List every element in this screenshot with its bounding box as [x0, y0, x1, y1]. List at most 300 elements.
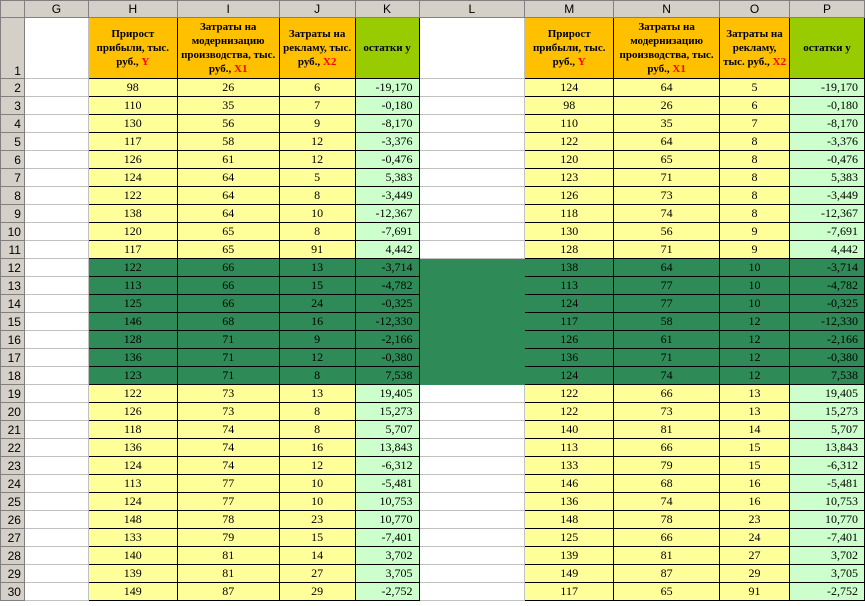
column-header-j[interactable]: [279, 1, 355, 18]
left-cell[interactable]: [177, 241, 279, 259]
right-cell[interactable]: [720, 529, 790, 547]
row-header-8[interactable]: [1, 187, 25, 205]
left-cell[interactable]: [88, 259, 177, 277]
right-cell[interactable]: [720, 277, 790, 295]
left-cell[interactable]: [88, 349, 177, 367]
left-cell[interactable]: [177, 421, 279, 439]
right-cell[interactable]: [614, 151, 720, 169]
right-cell[interactable]: [614, 511, 720, 529]
right-cell[interactable]: [790, 457, 865, 475]
right-cell[interactable]: [525, 583, 614, 601]
cell-l30[interactable]: [419, 583, 525, 601]
header-left-x2[interactable]: [279, 18, 355, 79]
left-cell[interactable]: [355, 493, 419, 511]
cell-l19[interactable]: [419, 385, 525, 403]
left-cell[interactable]: [355, 583, 419, 601]
cell-g23[interactable]: [24, 457, 88, 475]
left-cell[interactable]: [279, 493, 355, 511]
right-cell[interactable]: [525, 331, 614, 349]
right-cell[interactable]: [614, 547, 720, 565]
column-header-p[interactable]: [790, 1, 865, 18]
left-cell[interactable]: [177, 115, 279, 133]
left-cell[interactable]: [88, 385, 177, 403]
left-cell[interactable]: [88, 115, 177, 133]
cell-g29[interactable]: [24, 565, 88, 583]
left-cell[interactable]: [279, 313, 355, 331]
right-cell[interactable]: [614, 205, 720, 223]
left-cell[interactable]: [355, 403, 419, 421]
left-cell[interactable]: [279, 187, 355, 205]
cell-l12[interactable]: [419, 259, 525, 277]
row-header-29[interactable]: [1, 565, 25, 583]
row-header-30[interactable]: [1, 583, 25, 601]
row-header-6[interactable]: [1, 151, 25, 169]
right-cell[interactable]: [614, 187, 720, 205]
right-cell[interactable]: [790, 367, 865, 385]
left-cell[interactable]: [279, 115, 355, 133]
right-cell[interactable]: [614, 457, 720, 475]
cell-l5[interactable]: [419, 133, 525, 151]
right-cell[interactable]: [720, 313, 790, 331]
right-cell[interactable]: [525, 151, 614, 169]
right-cell[interactable]: [614, 331, 720, 349]
cell-l15[interactable]: [419, 313, 525, 331]
right-cell[interactable]: [790, 187, 865, 205]
right-cell[interactable]: [790, 79, 865, 97]
left-cell[interactable]: [88, 583, 177, 601]
right-cell[interactable]: [790, 241, 865, 259]
row-header-17[interactable]: [1, 349, 25, 367]
cell-l22[interactable]: [419, 439, 525, 457]
row-header-25[interactable]: [1, 493, 25, 511]
right-cell[interactable]: [614, 421, 720, 439]
left-cell[interactable]: [279, 259, 355, 277]
left-cell[interactable]: [88, 277, 177, 295]
right-cell[interactable]: [720, 187, 790, 205]
right-cell[interactable]: [614, 529, 720, 547]
right-cell[interactable]: [525, 439, 614, 457]
row-header-14[interactable]: [1, 295, 25, 313]
right-cell[interactable]: [720, 295, 790, 313]
left-cell[interactable]: [177, 331, 279, 349]
right-cell[interactable]: [525, 493, 614, 511]
left-cell[interactable]: [177, 313, 279, 331]
right-cell[interactable]: [720, 511, 790, 529]
cell-l26[interactable]: [419, 511, 525, 529]
cell-g5[interactable]: [24, 133, 88, 151]
left-cell[interactable]: [88, 205, 177, 223]
left-cell[interactable]: [177, 187, 279, 205]
right-cell[interactable]: [790, 583, 865, 601]
right-cell[interactable]: [790, 439, 865, 457]
left-cell[interactable]: [279, 349, 355, 367]
left-cell[interactable]: [279, 151, 355, 169]
right-cell[interactable]: [614, 79, 720, 97]
column-header-i[interactable]: [177, 1, 279, 18]
cell-l8[interactable]: [419, 187, 525, 205]
right-cell[interactable]: [525, 223, 614, 241]
left-cell[interactable]: [279, 421, 355, 439]
left-cell[interactable]: [177, 457, 279, 475]
cell-g6[interactable]: [24, 151, 88, 169]
cell-g20[interactable]: [24, 403, 88, 421]
right-cell[interactable]: [614, 565, 720, 583]
right-cell[interactable]: [614, 475, 720, 493]
left-cell[interactable]: [355, 187, 419, 205]
right-cell[interactable]: [525, 403, 614, 421]
cell-g22[interactable]: [24, 439, 88, 457]
right-cell[interactable]: [790, 115, 865, 133]
column-header-g[interactable]: [24, 1, 88, 18]
left-cell[interactable]: [355, 223, 419, 241]
row-header-7[interactable]: [1, 169, 25, 187]
left-cell[interactable]: [177, 133, 279, 151]
left-cell[interactable]: [279, 457, 355, 475]
right-cell[interactable]: [790, 565, 865, 583]
right-cell[interactable]: [525, 169, 614, 187]
cell-g17[interactable]: [24, 349, 88, 367]
left-cell[interactable]: [88, 295, 177, 313]
cell-l1[interactable]: [419, 18, 525, 79]
left-cell[interactable]: [279, 385, 355, 403]
right-cell[interactable]: [614, 223, 720, 241]
left-cell[interactable]: [177, 349, 279, 367]
right-cell[interactable]: [614, 115, 720, 133]
right-cell[interactable]: [790, 97, 865, 115]
cell-g9[interactable]: [24, 205, 88, 223]
cell-g19[interactable]: [24, 385, 88, 403]
row-header-4[interactable]: [1, 115, 25, 133]
left-cell[interactable]: [355, 295, 419, 313]
right-cell[interactable]: [525, 421, 614, 439]
left-cell[interactable]: [177, 367, 279, 385]
right-cell[interactable]: [790, 421, 865, 439]
header-left-y[interactable]: [88, 18, 177, 79]
cell-l4[interactable]: [419, 115, 525, 133]
left-cell[interactable]: [177, 385, 279, 403]
left-cell[interactable]: [88, 529, 177, 547]
column-header-h[interactable]: [88, 1, 177, 18]
right-cell[interactable]: [790, 223, 865, 241]
left-cell[interactable]: [177, 151, 279, 169]
left-cell[interactable]: [355, 349, 419, 367]
right-cell[interactable]: [720, 421, 790, 439]
header-right-x1[interactable]: [614, 18, 720, 79]
row-header-22[interactable]: [1, 439, 25, 457]
left-cell[interactable]: [355, 439, 419, 457]
left-cell[interactable]: [88, 547, 177, 565]
right-cell[interactable]: [790, 205, 865, 223]
right-cell[interactable]: [790, 313, 865, 331]
left-cell[interactable]: [279, 403, 355, 421]
right-cell[interactable]: [614, 133, 720, 151]
left-cell[interactable]: [355, 169, 419, 187]
left-cell[interactable]: [355, 529, 419, 547]
right-cell[interactable]: [525, 187, 614, 205]
right-cell[interactable]: [614, 169, 720, 187]
left-cell[interactable]: [279, 565, 355, 583]
right-cell[interactable]: [614, 439, 720, 457]
cell-l21[interactable]: [419, 421, 525, 439]
right-cell[interactable]: [720, 115, 790, 133]
right-cell[interactable]: [525, 385, 614, 403]
right-cell[interactable]: [525, 313, 614, 331]
right-cell[interactable]: [720, 169, 790, 187]
right-cell[interactable]: [525, 367, 614, 385]
cell-g2[interactable]: [24, 79, 88, 97]
cell-g27[interactable]: [24, 529, 88, 547]
right-cell[interactable]: [790, 493, 865, 511]
left-cell[interactable]: [88, 133, 177, 151]
row-header-27[interactable]: [1, 529, 25, 547]
cell-l16[interactable]: [419, 331, 525, 349]
row-header-28[interactable]: [1, 547, 25, 565]
right-cell[interactable]: [525, 115, 614, 133]
left-cell[interactable]: [177, 205, 279, 223]
right-cell[interactable]: [720, 547, 790, 565]
left-cell[interactable]: [279, 223, 355, 241]
cell-g25[interactable]: [24, 493, 88, 511]
row-header-1[interactable]: [1, 18, 25, 79]
right-cell[interactable]: [525, 241, 614, 259]
right-cell[interactable]: [720, 259, 790, 277]
left-cell[interactable]: [177, 403, 279, 421]
left-cell[interactable]: [279, 97, 355, 115]
left-cell[interactable]: [88, 457, 177, 475]
left-cell[interactable]: [355, 313, 419, 331]
left-cell[interactable]: [279, 331, 355, 349]
left-cell[interactable]: [177, 277, 279, 295]
right-cell[interactable]: [720, 241, 790, 259]
header-right-x2[interactable]: [720, 18, 790, 79]
left-cell[interactable]: [177, 529, 279, 547]
left-cell[interactable]: [177, 97, 279, 115]
left-cell[interactable]: [177, 493, 279, 511]
left-cell[interactable]: [88, 79, 177, 97]
right-cell[interactable]: [525, 349, 614, 367]
left-cell[interactable]: [355, 79, 419, 97]
row-header-24[interactable]: [1, 475, 25, 493]
right-cell[interactable]: [525, 295, 614, 313]
right-cell[interactable]: [614, 241, 720, 259]
left-cell[interactable]: [177, 259, 279, 277]
left-cell[interactable]: [88, 241, 177, 259]
row-header-11[interactable]: [1, 241, 25, 259]
right-cell[interactable]: [790, 295, 865, 313]
cell-l20[interactable]: [419, 403, 525, 421]
right-cell[interactable]: [720, 403, 790, 421]
right-cell[interactable]: [525, 547, 614, 565]
cell-g16[interactable]: [24, 331, 88, 349]
right-cell[interactable]: [525, 475, 614, 493]
cell-l14[interactable]: [419, 295, 525, 313]
right-cell[interactable]: [614, 277, 720, 295]
right-cell[interactable]: [720, 205, 790, 223]
column-header-n[interactable]: [614, 1, 720, 18]
left-cell[interactable]: [279, 547, 355, 565]
right-cell[interactable]: [720, 79, 790, 97]
row-header-9[interactable]: [1, 205, 25, 223]
cell-g24[interactable]: [24, 475, 88, 493]
select-all-corner[interactable]: [1, 1, 25, 18]
right-cell[interactable]: [720, 133, 790, 151]
cell-l6[interactable]: [419, 151, 525, 169]
header-left-x1[interactable]: [177, 18, 279, 79]
left-cell[interactable]: [279, 79, 355, 97]
row-header-3[interactable]: [1, 97, 25, 115]
left-cell[interactable]: [88, 511, 177, 529]
left-cell[interactable]: [177, 511, 279, 529]
cell-l9[interactable]: [419, 205, 525, 223]
right-cell[interactable]: [525, 457, 614, 475]
left-cell[interactable]: [88, 187, 177, 205]
left-cell[interactable]: [88, 223, 177, 241]
cell-l24[interactable]: [419, 475, 525, 493]
cell-l17[interactable]: [419, 349, 525, 367]
left-cell[interactable]: [355, 565, 419, 583]
right-cell[interactable]: [790, 475, 865, 493]
right-cell[interactable]: [614, 403, 720, 421]
left-cell[interactable]: [177, 583, 279, 601]
left-cell[interactable]: [88, 151, 177, 169]
left-cell[interactable]: [279, 295, 355, 313]
right-cell[interactable]: [720, 457, 790, 475]
cell-l3[interactable]: [419, 97, 525, 115]
left-cell[interactable]: [88, 403, 177, 421]
left-cell[interactable]: [88, 331, 177, 349]
left-cell[interactable]: [177, 295, 279, 313]
cell-l7[interactable]: [419, 169, 525, 187]
cell-l10[interactable]: [419, 223, 525, 241]
left-cell[interactable]: [88, 97, 177, 115]
right-cell[interactable]: [525, 205, 614, 223]
cell-g1[interactable]: [24, 18, 88, 79]
cell-g18[interactable]: [24, 367, 88, 385]
left-cell[interactable]: [355, 475, 419, 493]
right-cell[interactable]: [720, 223, 790, 241]
cell-g26[interactable]: [24, 511, 88, 529]
right-cell[interactable]: [790, 169, 865, 187]
right-cell[interactable]: [614, 367, 720, 385]
row-header-13[interactable]: [1, 277, 25, 295]
cell-l13[interactable]: [419, 277, 525, 295]
right-cell[interactable]: [614, 349, 720, 367]
left-cell[interactable]: [279, 475, 355, 493]
header-right-y[interactable]: [525, 18, 614, 79]
cell-g3[interactable]: [24, 97, 88, 115]
left-cell[interactable]: [279, 367, 355, 385]
right-cell[interactable]: [790, 511, 865, 529]
right-cell[interactable]: [614, 385, 720, 403]
right-cell[interactable]: [614, 97, 720, 115]
cell-g13[interactable]: [24, 277, 88, 295]
right-cell[interactable]: [790, 151, 865, 169]
left-cell[interactable]: [279, 169, 355, 187]
left-cell[interactable]: [279, 511, 355, 529]
left-cell[interactable]: [355, 115, 419, 133]
right-cell[interactable]: [525, 511, 614, 529]
left-cell[interactable]: [177, 79, 279, 97]
right-cell[interactable]: [790, 259, 865, 277]
right-cell[interactable]: [525, 97, 614, 115]
left-cell[interactable]: [355, 367, 419, 385]
cell-l25[interactable]: [419, 493, 525, 511]
column-header-o[interactable]: [720, 1, 790, 18]
cell-l28[interactable]: [419, 547, 525, 565]
left-cell[interactable]: [88, 313, 177, 331]
row-header-10[interactable]: [1, 223, 25, 241]
left-cell[interactable]: [355, 133, 419, 151]
left-cell[interactable]: [177, 475, 279, 493]
left-cell[interactable]: [355, 331, 419, 349]
right-cell[interactable]: [720, 385, 790, 403]
left-cell[interactable]: [355, 457, 419, 475]
row-header-15[interactable]: [1, 313, 25, 331]
right-cell[interactable]: [614, 295, 720, 313]
right-cell[interactable]: [525, 79, 614, 97]
left-cell[interactable]: [279, 529, 355, 547]
column-header-k[interactable]: [355, 1, 419, 18]
right-cell[interactable]: [790, 385, 865, 403]
row-header-23[interactable]: [1, 457, 25, 475]
left-cell[interactable]: [279, 277, 355, 295]
left-cell[interactable]: [355, 241, 419, 259]
cell-g11[interactable]: [24, 241, 88, 259]
row-header-18[interactable]: [1, 367, 25, 385]
right-cell[interactable]: [720, 493, 790, 511]
cell-l27[interactable]: [419, 529, 525, 547]
right-cell[interactable]: [614, 313, 720, 331]
right-cell[interactable]: [790, 277, 865, 295]
right-cell[interactable]: [720, 565, 790, 583]
left-cell[interactable]: [177, 169, 279, 187]
cell-g12[interactable]: [24, 259, 88, 277]
left-cell[interactable]: [177, 439, 279, 457]
cell-l2[interactable]: [419, 79, 525, 97]
left-cell[interactable]: [355, 277, 419, 295]
right-cell[interactable]: [720, 349, 790, 367]
left-cell[interactable]: [88, 169, 177, 187]
cell-g8[interactable]: [24, 187, 88, 205]
row-header-19[interactable]: [1, 385, 25, 403]
cell-g4[interactable]: [24, 115, 88, 133]
header-left-residual[interactable]: [355, 18, 419, 79]
header-right-residual[interactable]: [790, 18, 865, 79]
right-cell[interactable]: [720, 331, 790, 349]
left-cell[interactable]: [279, 583, 355, 601]
cell-g7[interactable]: [24, 169, 88, 187]
right-cell[interactable]: [525, 565, 614, 583]
right-cell[interactable]: [790, 547, 865, 565]
left-cell[interactable]: [279, 133, 355, 151]
left-cell[interactable]: [279, 241, 355, 259]
right-cell[interactable]: [614, 259, 720, 277]
right-cell[interactable]: [720, 151, 790, 169]
right-cell[interactable]: [790, 133, 865, 151]
cell-g15[interactable]: [24, 313, 88, 331]
column-header-l[interactable]: [419, 1, 525, 18]
right-cell[interactable]: [720, 97, 790, 115]
left-cell[interactable]: [355, 205, 419, 223]
row-header-2[interactable]: [1, 79, 25, 97]
left-cell[interactable]: [355, 151, 419, 169]
cell-l23[interactable]: [419, 457, 525, 475]
right-cell[interactable]: [790, 331, 865, 349]
left-cell[interactable]: [177, 547, 279, 565]
column-header-m[interactable]: [525, 1, 614, 18]
right-cell[interactable]: [720, 475, 790, 493]
left-cell[interactable]: [355, 97, 419, 115]
